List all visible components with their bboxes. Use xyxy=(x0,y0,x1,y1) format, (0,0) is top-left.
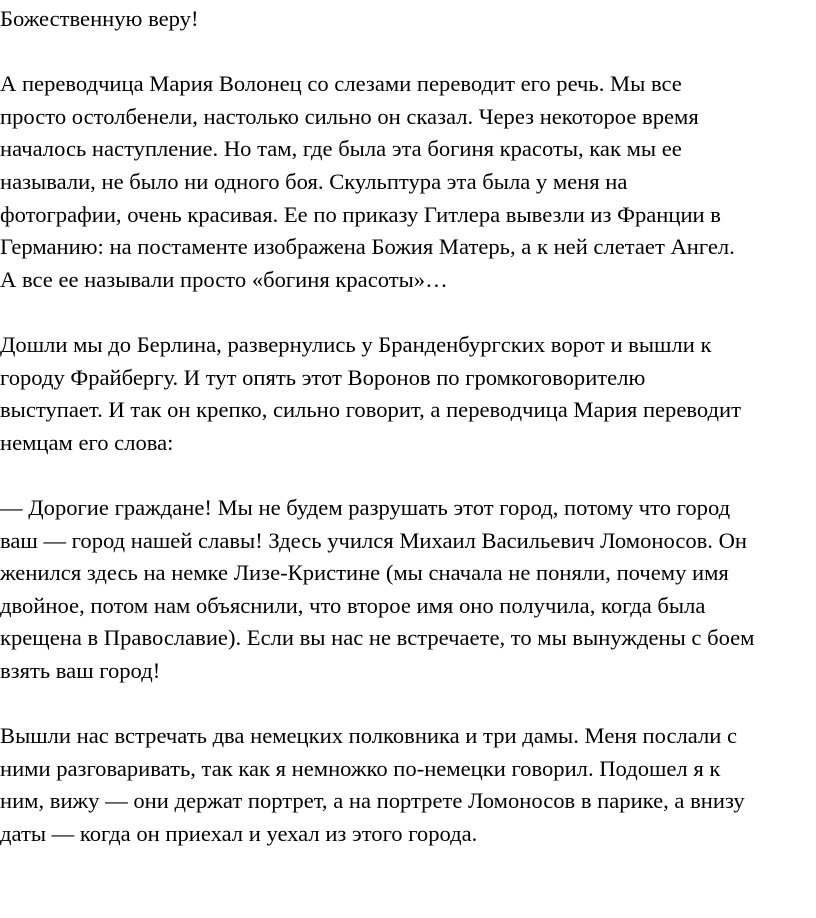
paragraph-1 xyxy=(0,3,816,36)
text-line: взять ваш город! xyxy=(0,657,161,683)
text-line: Вышли нас встречать два немецких полковника и три дамы. Меня послали с xyxy=(0,723,738,749)
text-line: Дошли мы до Берлина, развернулись у Бранденбургских ворот и вышли к xyxy=(0,331,712,357)
paragraph-5 xyxy=(0,720,816,850)
text-line: немцам его слова: xyxy=(0,429,174,455)
paragraph-2 xyxy=(0,68,816,296)
text-line: городу Фрайбергу. И тут опять этот Воронов по громкоговорителю xyxy=(0,364,646,390)
text-line: просто остолбенели, настолько сильно он сказал. Через некоторое время xyxy=(0,103,699,129)
text-line: А все ее называли просто «богиня красоты»… xyxy=(0,266,448,292)
text-line: началось наступление. Но там, где была эта богиня красоты, как мы ее xyxy=(0,136,682,162)
text-line: называли, не было ни одного боя. Скульптура эта была у меня на xyxy=(0,168,628,194)
text-line: А переводчица Мария Волонец со слезами переводит его речь. Мы все xyxy=(0,71,682,97)
text-line: фотографии, очень красивая. Ее по приказу Гитлера вывезли из Франции в xyxy=(0,201,721,227)
text-line: ним, вижу — они держат портрет, а на портрете Ломоносов в парике, а внизу xyxy=(0,788,745,814)
text-line: даты — когда он приехал и уехал из этого города. xyxy=(0,820,478,846)
document-body xyxy=(0,3,816,883)
text-line: ваш — город нашей славы! Здесь учился Михаил Васильевич Ломоносов. Он xyxy=(0,527,748,553)
text-line: Божественную веру! xyxy=(0,6,199,31)
text-line: выступает. И так он крепко, сильно говорит, а переводчица Мария переводит xyxy=(0,397,742,423)
text-line: крещена в Православие). Если вы нас не встречаете, то мы вынуждены с боем xyxy=(0,625,755,651)
text-line: — Дорогие граждане! Мы не будем разрушать этот город, потому что город xyxy=(0,494,731,520)
paragraph-4 xyxy=(0,492,816,688)
text-line: ними разговаривать, так как я немножко по-немецки говорил. Подошел я к xyxy=(0,755,721,781)
paragraph-3 xyxy=(0,329,816,459)
text-line: женился здесь на немке Лизе-Кристине (мы сначала не поняли, почему имя xyxy=(0,560,729,586)
text-line: двойное, потом нам объяснили, что второе имя оно получила, когда была xyxy=(0,592,706,618)
text-line: Германию: на постаменте изображена Божия Матерь, а к ней слетает Ангел. xyxy=(0,234,735,260)
